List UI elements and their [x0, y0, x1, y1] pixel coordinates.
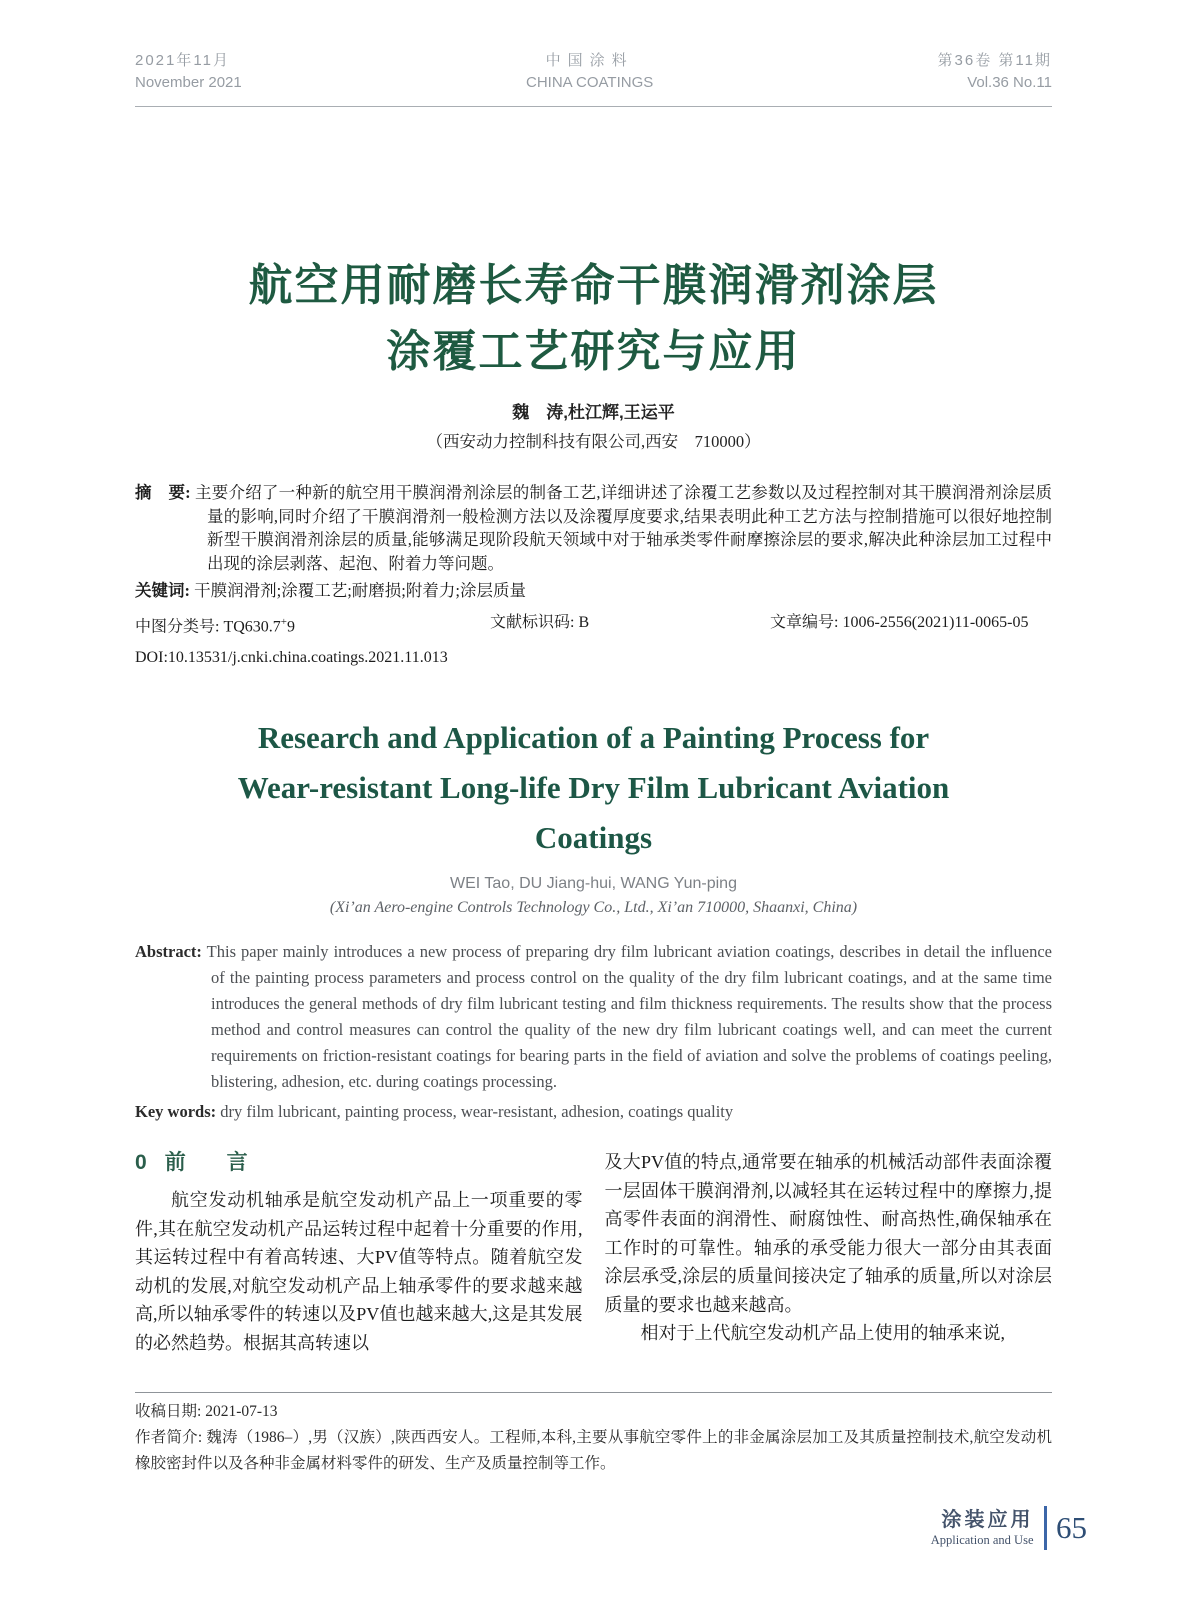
clc-number [135, 611, 490, 638]
clc-tail: 9 [287, 618, 295, 636]
left-column [135, 1148, 583, 1357]
volume-zh: 第36卷 第11期 [937, 52, 1052, 69]
received-date-label: 收稿日期: [135, 1403, 202, 1420]
header-issue-date [135, 50, 242, 94]
received-date-line [135, 1399, 1052, 1425]
body-paragraph-right-2: 相对于上代航空发动机产品上使用的轴承来说, [640, 1323, 1005, 1344]
journal-name-zh: 中国涂料 [545, 52, 634, 69]
article-id [770, 611, 1052, 638]
doc-code-value: B [578, 614, 590, 631]
keywords-en-text: dry film lubricant, painting process, wear-resistant, adhesion, coatings quality [220, 1102, 734, 1122]
keywords-zh-text: 干膜润滑剂;涂覆工艺;耐磨损;附着力;涂层质量 [194, 581, 526, 600]
clc-base: TQ630.7 [223, 618, 281, 636]
title-en-line1: Research and Application of a Painting Process for [257, 720, 930, 756]
clc-label: 中图分类号: [135, 618, 220, 636]
author-bio-line [135, 1425, 1052, 1477]
article-id-value: 1006-2556(2021)11-0065-05 [842, 614, 1029, 631]
keywords-zh [135, 579, 1052, 602]
clc-sup: + [280, 616, 287, 628]
body-columns [135, 1148, 1052, 1357]
header-journal-name [526, 50, 653, 94]
title-en-line3: Coatings [534, 820, 653, 856]
page-number: 65 [1056, 1510, 1087, 1545]
meta-row [135, 611, 1052, 638]
title-zh-line1: 航空用耐磨长寿命干膜润滑剂涂层 [248, 261, 939, 310]
header-volume-info [938, 50, 1052, 94]
doi: DOI:10.13531/j.cnki.china.coatings.2021.11.013 [135, 649, 448, 667]
footer-column-en: Application and Use [930, 1533, 1034, 1547]
title-zh-line2: 涂覆工艺研究与应用 [386, 327, 801, 376]
received-date-value: 2021-07-13 [205, 1403, 278, 1420]
doc-code-label: 文献标识码: [490, 614, 575, 631]
author-bio-label: 作者简介: [135, 1429, 203, 1446]
section-0-title: 前 言 [164, 1151, 258, 1175]
footnote [135, 1392, 1052, 1477]
article-title-en [135, 713, 1052, 863]
footer-column-name [931, 1508, 1044, 1548]
journal-name-en: CHINA COATINGS [526, 74, 654, 91]
affiliation-en: (Xi’an Aero-engine Controls Technology Co., Ltd., Xi’an 710000, Shaanxi, China) [329, 899, 858, 917]
section-0-number: 0 [135, 1151, 147, 1175]
title-en-line2: Wear-resistant Long-life Dry Film Lubricant Aviation [237, 770, 950, 806]
keywords-en-label: Key words: [135, 1102, 217, 1122]
abstract-zh-text: 主要介绍了一种新的航空用干膜润滑剂涂层的制备工艺,详细讲述了涂覆工艺参数以及过程控制对其干膜润滑剂涂层质量的影响,同时介绍了干膜润滑剂一般检测方法以及涂覆厚度要求,结果表明此种工艺方法与控制措施可以很好地控制新型干膜润滑剂涂层的质量,能够满足现阶段航天领域中对于轴承类零件耐摩擦涂层的要求,解决此种涂层加工过程中出现的涂层剥落、起泡、附着力等问题。 [195, 483, 1053, 573]
affiliation-zh: （西安动力控制科技有限公司,西安 710000） [426, 432, 761, 451]
header-date-zh: 2021年11月 [135, 52, 230, 69]
authors-en: WEI Tao, DU Jiang-hui, WANG Yun-ping [450, 875, 737, 893]
abstract-zh [135, 481, 1052, 575]
abstract-en-text: This paper mainly introduces a new process of preparing dry film lubricant aviation coatings, describes in detail the influence of the painting process parameters and process control on the quality of the dry film lubricant coatings, and at the same time introduces the general methods of dry film lubricant testing and film thickness requirements. The results show that the process method and control measures can control the quality of the new dry film lubricant coatings well, and can meet the current requirements on friction-resistant coatings for bearing parts in the field of aviation and solve the problems of coatings peeling, blistering, adhesion, etc. during coatings processing. [206, 942, 1053, 1092]
page-footer [931, 1506, 1087, 1550]
right-column [605, 1148, 1053, 1357]
keywords-en [135, 1100, 1052, 1124]
article-title-zh [135, 253, 1052, 385]
header-date-en: November 2021 [135, 74, 242, 91]
section-0-heading [135, 1148, 583, 1178]
authors-zh: 魏 涛,杜江辉,王运平 [512, 403, 675, 422]
footer-column-zh: 涂装应用 [941, 1509, 1034, 1531]
body-paragraph-left: 航空发动机轴承是航空发动机产品上一项重要的零件,其在航空发动机产品运转过程中起着十分重要的作用,其运转过程中有着高转速、大PV值等特点。随着航空发动机的发展,对航空发动机产品上轴承零件的要求越来越高,所以轴承零件的转速以及PV值也越来越大,这是其发展的必然趋势。根据其高转速以 [135, 1190, 583, 1353]
journal-header [135, 0, 1052, 107]
article-id-label: 文章编号: [770, 614, 839, 631]
keywords-zh-label: 关键词: [135, 581, 190, 600]
abstract-en-label: Abstract: [135, 942, 202, 962]
abstract-en [135, 939, 1052, 1095]
volume-en: Vol.36 No.11 [967, 74, 1052, 91]
body-paragraph-right-1: 及大PV值的特点,通常要在轴承的机械活动部件表面涂覆一层固体干膜润滑剂,以减轻其在运转过程中的摩擦力,提高零件表面的润滑性、耐腐蚀性、耐高热性,确保轴承在工作时的可靠性。轴承的承受能力很大一部分由其表面涂层承受,涂层的质量间接决定了轴承的质量,所以对涂层质量的要求也越来越高。 [604, 1152, 1052, 1315]
author-bio-text: 魏涛（1986–）,男（汉族）,陕西西安人。工程师,本科,主要从事航空零件上的非金属涂层加工及其质量控制技术,航空发动机橡胶密封件以及各种非金属材料零件的研发、生产及质量控制等工作。 [135, 1429, 1052, 1472]
abstract-zh-label: 摘 要: [135, 483, 191, 502]
document-code [490, 611, 770, 638]
